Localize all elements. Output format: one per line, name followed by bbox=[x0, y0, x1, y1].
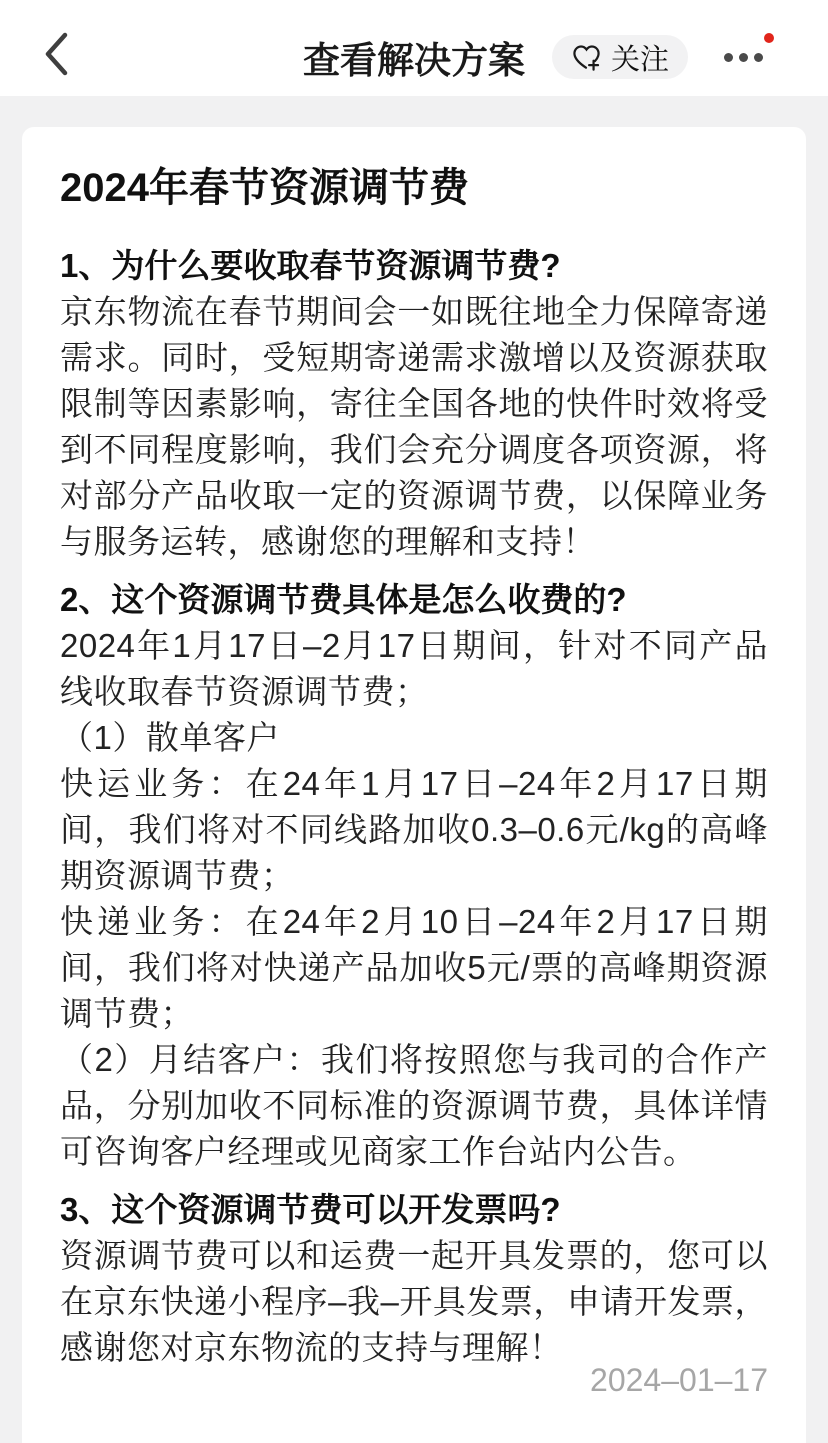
follow-button-label: 关注 bbox=[610, 43, 669, 76]
header bbox=[0, 0, 828, 96]
article-title: 2024年春节资源调节费 bbox=[60, 166, 469, 210]
section-2-paragraph: 快递业务：在24年2月10日–24年2月17日期间，我们将对快递产品加收5元/票的高峰期资源调节费； bbox=[60, 903, 768, 1032]
header-actions bbox=[552, 35, 776, 79]
section-1-heading: 1、为什么要收取春节资源调节费? bbox=[60, 247, 561, 284]
section-2-heading: 2、这个资源调节费具体是怎么收费的? bbox=[60, 581, 627, 618]
publish-date: 2024–01–17 bbox=[590, 1362, 768, 1398]
chevron-left-icon bbox=[40, 31, 72, 82]
more-button[interactable] bbox=[724, 37, 776, 77]
notification-dot bbox=[764, 33, 774, 43]
section-2-paragraph: 2024年1月17日–2月17日期间，针对不同产品线收取春节资源调节费； bbox=[60, 627, 768, 710]
section-3-paragraph: 资源调节费可以和运费一起开具发票的，您可以在京东快递小程序–我–开具发票，申请开发票，感谢您对京东物流的支持与理解！ bbox=[60, 1237, 768, 1366]
page-title: 查看解决方案 bbox=[303, 40, 525, 81]
section-1-paragraph: 京东物流在春节期间会一如既往地全力保障寄递需求。同时，受短期寄递需求激增以及资源获取限制等因素影响，寄往全国各地的快件时效将受到不同程度影响，我们会充分调度各项资源，将对部分产品收取一定的资源调节费，以保障业务与服务运转，感谢您的理解和支持！ bbox=[60, 293, 768, 560]
follow-button[interactable] bbox=[552, 35, 688, 79]
section-2-paragraph: （2）月结客户：我们将按照您与我司的合作产品，分别加收不同标准的资源调节费，具体详情可咨询客户经理或见商家工作台站内公告。 bbox=[60, 1041, 768, 1170]
back-button[interactable] bbox=[40, 30, 84, 82]
heart-plus-icon bbox=[571, 42, 602, 73]
section-2-paragraph: （1）散单客户 bbox=[60, 719, 280, 756]
ellipsis-icon bbox=[724, 53, 763, 62]
section-3-heading: 3、这个资源调节费可以开发票吗? bbox=[60, 1191, 561, 1228]
article-card bbox=[22, 127, 806, 1443]
section-2-paragraph: 快运业务：在24年1月17日–24年2月17日期间，我们将对不同线路加收0.3–0.6元/kg的高峰期资源调节费； bbox=[60, 765, 768, 894]
